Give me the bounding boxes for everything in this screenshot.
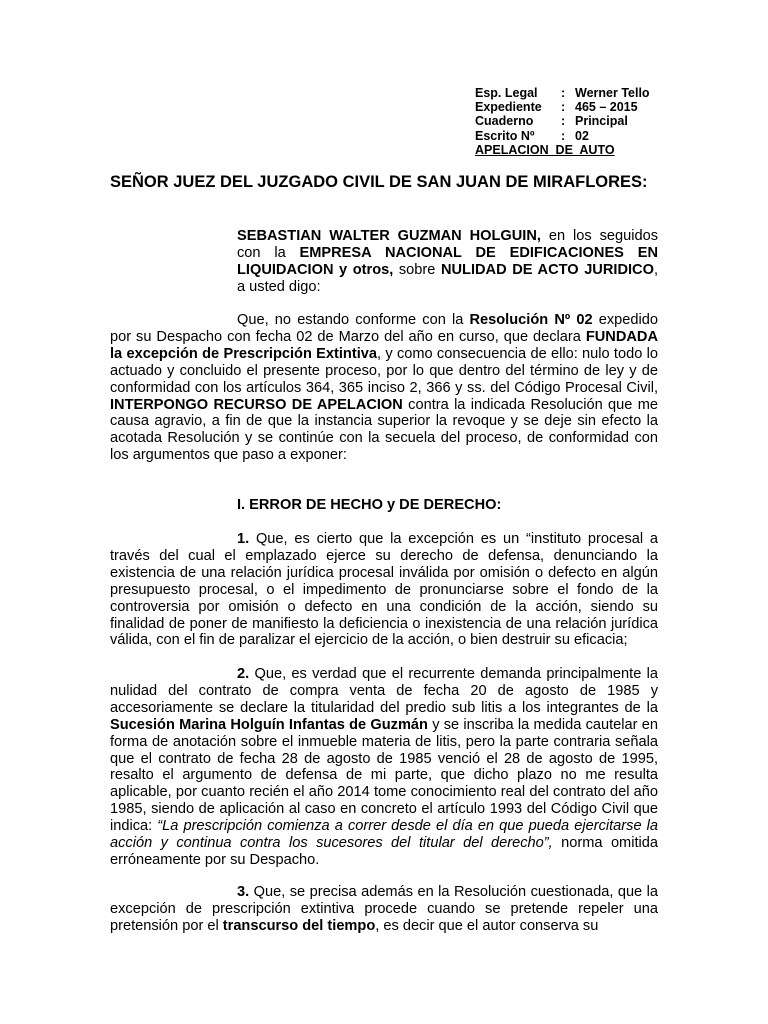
ruling-text: FUNDADA la excepción de Prescripción Extintiva bbox=[110, 328, 658, 362]
paragraph-text: norma omitida erróneamente por su Despacho. bbox=[110, 835, 658, 868]
civil-code-quote: “La prescripción comienza a correr desde el día en que pueda ejercitarse la acción y continua contra los sucesores del titular del derecho”, bbox=[110, 818, 658, 852]
paragraph-text: , es decir que el autor conserva su bbox=[375, 917, 599, 934]
petitioner-name: SEBASTIAN WALTER GUZMAN HOLGUIN, bbox=[237, 228, 541, 244]
resolution-reference: Resolución Nº 02 bbox=[469, 312, 593, 328]
point-number: 1. bbox=[237, 531, 250, 547]
header-label: Expediente bbox=[475, 100, 542, 115]
paragraph-resolution bbox=[110, 312, 658, 464]
header-row-legal bbox=[475, 86, 650, 100]
paragraph-point-1 bbox=[110, 531, 658, 649]
case-header bbox=[475, 86, 650, 157]
document-type-title: APELACION DE AUTO bbox=[475, 142, 615, 157]
intro-text: en los seguidos con la bbox=[237, 228, 658, 261]
point-number: 3. bbox=[237, 884, 250, 900]
header-label: Escrito Nº bbox=[475, 128, 535, 143]
paragraph-text: contra la indicada Resolución que me causa agravio, a fin de que la instancia superior la revoque y se deje sin efecto la acotada Resolución y se continúe con la secuela del proceso, de conformidad con los argumentos que paso a exponer: bbox=[110, 396, 658, 464]
paragraph-text: Que, no estando conforme con la bbox=[237, 312, 470, 328]
header-value: 02 bbox=[575, 128, 589, 143]
paragraph-text: Que, es cierto que la excepción es un “instituto procesal a través del cual el emplazado ejerce su derecho de defensa, denunciando la existencia de una relación jurídica procesal inválida por omisión o defecto en algún presupuesto procesal, o el impedimento de pronunciarse sobre el fondo de la controversia por omisión o defecto en una condición de la acción, siendo su finalidad de poner de manifiesto la deficiencia o inexistencia de una relación jurídica válida, con el fin de paralizar el ejercicio de la acción, o bien destruir su eficacia; bbox=[110, 531, 658, 649]
paragraph-text: y se inscriba la medida cautelar en forma de anotación sobre el inmueble materia de litis, pero la parte contraria señala que el contrato de fecha 28 de agosto de 1985 venció el 28 de agosto de 1995, resalto el argumento de defensa de mi parte, que dicho plazo no me resulta aplicable, por cuanto recién el año 2014 tome conocimiento real del contrato del año 1985, siendo de aplicación al caso en concreto el artículo 1993 del Código Civil que indica: bbox=[110, 716, 658, 835]
section-title: I. ERROR DE HECHO y DE DERECHO: bbox=[237, 497, 502, 513]
succession-name: Sucesión Marina Holguín Infantas de Guzmán bbox=[110, 716, 428, 733]
header-separator: : bbox=[561, 128, 566, 143]
paragraph-text: expedido por su Despacho con fecha 02 de Marzo del año en curso, que declara bbox=[110, 312, 658, 345]
point-number: 2. bbox=[237, 666, 250, 682]
addressee-heading: SEÑOR JUEZ DEL JUZGADO CIVIL DE SAN JUAN DE MIRAFLORES: bbox=[110, 173, 648, 191]
intro-text: , a usted digo: bbox=[237, 261, 658, 295]
paragraph-text: , y como consecuencia de ello: nulo todo lo actuado y concluido el presente proceso, por lo que dentro del término de ley y de conformidad con los artículos 364, 365 inciso 2, 366 y ss. del Código Procesal Civil, bbox=[110, 345, 658, 396]
header-label: Esp. Legal bbox=[475, 86, 538, 100]
appeal-statement: INTERPONGO RECURSO DE APELACION bbox=[110, 396, 403, 413]
defendant-name: EMPRESA NACIONAL DE EDIFICACIONES EN LIQUIDACION y otros, bbox=[237, 244, 658, 278]
header-value: Principal bbox=[575, 114, 628, 129]
header-label: Cuaderno bbox=[475, 114, 534, 129]
header-value: 465 – 2015 bbox=[575, 100, 638, 115]
paragraph-text: Que, es verdad que el recurrente demanda principalmente la nulidad del contrato de compra venta de fecha 20 de agosto de 1985 y accesoriamente se declare la titularidad del predio sub litis a los integrantes de la bbox=[110, 666, 658, 716]
intro-paragraph bbox=[237, 228, 658, 296]
paragraph-point-2 bbox=[110, 666, 658, 869]
case-subject: NULIDAD DE ACTO JURIDICO bbox=[440, 261, 654, 278]
header-row-escrito bbox=[475, 129, 650, 143]
paragraph-point-3 bbox=[110, 884, 658, 935]
intro-text: sobre bbox=[393, 261, 441, 278]
header-separator: : bbox=[561, 114, 566, 129]
paragraph-text: Que, se precisa además en la Resolución cuestionada, que la excepción de prescripción extintiva procede cuando se pretende repeler una pretensión por el bbox=[110, 884, 658, 934]
header-row-expediente bbox=[475, 100, 650, 114]
header-separator: : bbox=[561, 86, 566, 100]
header-separator: : bbox=[561, 100, 566, 115]
header-row-cuaderno bbox=[475, 114, 650, 128]
header-value: Werner Tello bbox=[575, 86, 650, 100]
time-lapse-term: transcurso del tiempo bbox=[222, 917, 376, 934]
